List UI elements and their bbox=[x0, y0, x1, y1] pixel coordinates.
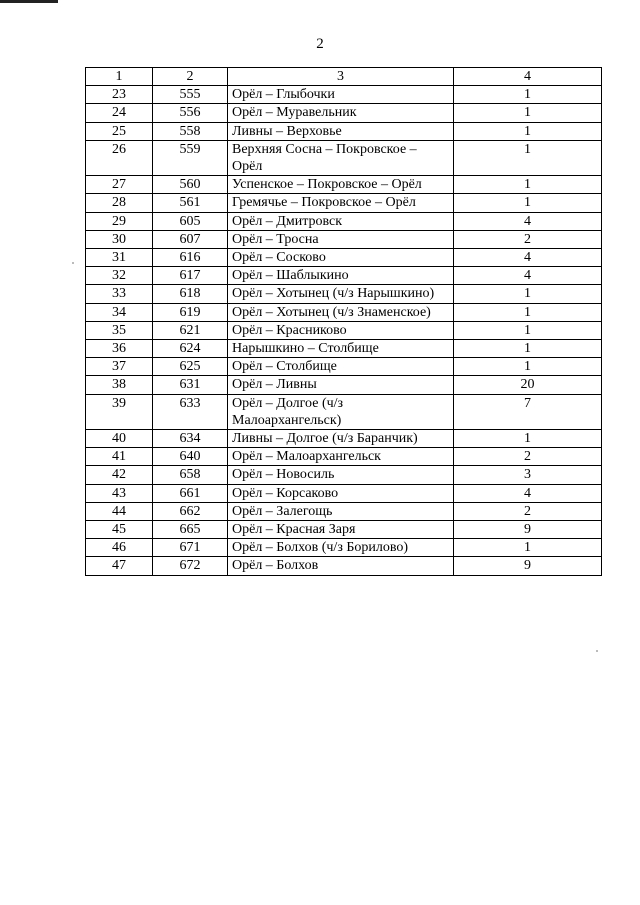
route-code-cell: 640 bbox=[153, 448, 228, 466]
quantity-cell: 20 bbox=[454, 376, 602, 394]
route-name-cell: Орёл – Шаблыкино bbox=[228, 267, 454, 285]
table-body bbox=[86, 86, 602, 575]
route-code-cell: 662 bbox=[153, 502, 228, 520]
table-row bbox=[86, 285, 602, 303]
scan-edge-mark bbox=[0, 0, 58, 3]
table-row bbox=[86, 430, 602, 448]
route-name-cell: Нарышкино – Столбище bbox=[228, 340, 454, 358]
quantity-cell: 1 bbox=[454, 285, 602, 303]
row-number-cell: 45 bbox=[86, 521, 153, 539]
table-row bbox=[86, 122, 602, 140]
quantity-cell: 1 bbox=[454, 358, 602, 376]
route-name-cell: Орёл – Болхов (ч/з Борилово) bbox=[228, 539, 454, 557]
column-header: 2 bbox=[153, 68, 228, 86]
table-row bbox=[86, 86, 602, 104]
route-code-cell: 616 bbox=[153, 249, 228, 267]
quantity-cell: 1 bbox=[454, 321, 602, 339]
route-code-cell: 556 bbox=[153, 104, 228, 122]
route-code-cell: 617 bbox=[153, 267, 228, 285]
route-code-cell: 621 bbox=[153, 321, 228, 339]
route-code-cell: 559 bbox=[153, 140, 228, 175]
route-name-cell: Орёл – Залегощь bbox=[228, 502, 454, 520]
scan-speck bbox=[72, 262, 74, 264]
route-name-cell: Орёл – Ливны bbox=[228, 376, 454, 394]
quantity-cell: 2 bbox=[454, 230, 602, 248]
row-number-cell: 44 bbox=[86, 502, 153, 520]
row-number-cell: 33 bbox=[86, 285, 153, 303]
row-number-cell: 29 bbox=[86, 212, 153, 230]
route-name-cell: Орёл – Красная Заря bbox=[228, 521, 454, 539]
route-name-cell: Орёл – Долгое (ч/з Малоархангельск) bbox=[228, 394, 454, 429]
quantity-cell: 3 bbox=[454, 466, 602, 484]
row-number-cell: 47 bbox=[86, 557, 153, 575]
route-name-cell: Ливны – Долгое (ч/з Баранчик) bbox=[228, 430, 454, 448]
route-name-cell: Успенское – Покровское – Орёл bbox=[228, 176, 454, 194]
quantity-cell: 1 bbox=[454, 122, 602, 140]
route-code-cell: 634 bbox=[153, 430, 228, 448]
route-name-cell: Ливны – Верховье bbox=[228, 122, 454, 140]
table-row bbox=[86, 249, 602, 267]
quantity-cell: 4 bbox=[454, 267, 602, 285]
route-code-cell: 661 bbox=[153, 484, 228, 502]
route-table bbox=[85, 67, 602, 576]
row-number-cell: 30 bbox=[86, 230, 153, 248]
table-row bbox=[86, 358, 602, 376]
route-code-cell: 624 bbox=[153, 340, 228, 358]
quantity-cell: 9 bbox=[454, 521, 602, 539]
route-name-cell: Орёл – Красниково bbox=[228, 321, 454, 339]
table-row bbox=[86, 303, 602, 321]
route-code-cell: 671 bbox=[153, 539, 228, 557]
row-number-cell: 27 bbox=[86, 176, 153, 194]
route-name-cell: Орёл – Столбище bbox=[228, 358, 454, 376]
route-name-cell: Орёл – Малоархангельск bbox=[228, 448, 454, 466]
column-header: 1 bbox=[86, 68, 153, 86]
row-number-cell: 39 bbox=[86, 394, 153, 429]
row-number-cell: 36 bbox=[86, 340, 153, 358]
route-name-cell: Орёл – Хотынец (ч/з Знаменское) bbox=[228, 303, 454, 321]
quantity-cell: 7 bbox=[454, 394, 602, 429]
table-row bbox=[86, 466, 602, 484]
table-row bbox=[86, 502, 602, 520]
route-code-cell: 625 bbox=[153, 358, 228, 376]
row-number-cell: 31 bbox=[86, 249, 153, 267]
row-number-cell: 40 bbox=[86, 430, 153, 448]
row-number-cell: 28 bbox=[86, 194, 153, 212]
quantity-cell: 1 bbox=[454, 340, 602, 358]
route-code-cell: 665 bbox=[153, 521, 228, 539]
table-row bbox=[86, 448, 602, 466]
route-code-cell: 631 bbox=[153, 376, 228, 394]
page-number: 2 bbox=[316, 36, 324, 52]
route-name-cell: Орёл – Корсаково bbox=[228, 484, 454, 502]
route-code-cell: 619 bbox=[153, 303, 228, 321]
row-number-cell: 34 bbox=[86, 303, 153, 321]
route-code-cell: 607 bbox=[153, 230, 228, 248]
route-name-cell: Верхняя Сосна – Покровское – Орёл bbox=[228, 140, 454, 175]
table-row bbox=[86, 521, 602, 539]
table-row bbox=[86, 212, 602, 230]
quantity-cell: 4 bbox=[454, 484, 602, 502]
row-number-cell: 35 bbox=[86, 321, 153, 339]
route-code-cell: 658 bbox=[153, 466, 228, 484]
quantity-cell: 2 bbox=[454, 448, 602, 466]
quantity-cell: 1 bbox=[454, 430, 602, 448]
table-row bbox=[86, 194, 602, 212]
route-code-cell: 618 bbox=[153, 285, 228, 303]
quantity-cell: 1 bbox=[454, 194, 602, 212]
route-name-cell: Орёл – Сосково bbox=[228, 249, 454, 267]
quantity-cell: 1 bbox=[454, 539, 602, 557]
route-code-cell: 672 bbox=[153, 557, 228, 575]
table-header-row bbox=[86, 68, 602, 86]
route-name-cell: Гремячье – Покровское – Орёл bbox=[228, 194, 454, 212]
quantity-cell: 1 bbox=[454, 140, 602, 175]
route-name-cell: Орёл – Муравельник bbox=[228, 104, 454, 122]
row-number-cell: 23 bbox=[86, 86, 153, 104]
route-code-cell: 558 bbox=[153, 122, 228, 140]
row-number-cell: 41 bbox=[86, 448, 153, 466]
quantity-cell: 2 bbox=[454, 502, 602, 520]
row-number-cell: 25 bbox=[86, 122, 153, 140]
route-name-cell: Орёл – Глыбочки bbox=[228, 86, 454, 104]
row-number-cell: 26 bbox=[86, 140, 153, 175]
scan-speck bbox=[596, 650, 598, 652]
table-row bbox=[86, 484, 602, 502]
table-row bbox=[86, 230, 602, 248]
table-row bbox=[86, 104, 602, 122]
route-name-cell: Орёл – Дмитровск bbox=[228, 212, 454, 230]
column-header: 3 bbox=[228, 68, 454, 86]
row-number-cell: 32 bbox=[86, 267, 153, 285]
table-row bbox=[86, 321, 602, 339]
quantity-cell: 4 bbox=[454, 249, 602, 267]
quantity-cell: 9 bbox=[454, 557, 602, 575]
route-name-cell: Орёл – Болхов bbox=[228, 557, 454, 575]
quantity-cell: 4 bbox=[454, 212, 602, 230]
route-name-cell: Орёл – Хотынец (ч/з Нарышкино) bbox=[228, 285, 454, 303]
quantity-cell: 1 bbox=[454, 176, 602, 194]
route-name-cell: Орёл – Новосиль bbox=[228, 466, 454, 484]
table-row bbox=[86, 140, 602, 175]
quantity-cell: 1 bbox=[454, 86, 602, 104]
row-number-cell: 43 bbox=[86, 484, 153, 502]
table-row bbox=[86, 539, 602, 557]
row-number-cell: 42 bbox=[86, 466, 153, 484]
route-code-cell: 561 bbox=[153, 194, 228, 212]
route-code-cell: 633 bbox=[153, 394, 228, 429]
route-name-cell: Орёл – Тросна bbox=[228, 230, 454, 248]
route-code-cell: 560 bbox=[153, 176, 228, 194]
route-code-cell: 555 bbox=[153, 86, 228, 104]
quantity-cell: 1 bbox=[454, 104, 602, 122]
table-row bbox=[86, 394, 602, 429]
route-code-cell: 605 bbox=[153, 212, 228, 230]
table-row bbox=[86, 340, 602, 358]
row-number-cell: 38 bbox=[86, 376, 153, 394]
column-header: 4 bbox=[454, 68, 602, 86]
table-row bbox=[86, 557, 602, 575]
table-row bbox=[86, 376, 602, 394]
row-number-cell: 37 bbox=[86, 358, 153, 376]
quantity-cell: 1 bbox=[454, 303, 602, 321]
row-number-cell: 24 bbox=[86, 104, 153, 122]
table-row bbox=[86, 267, 602, 285]
row-number-cell: 46 bbox=[86, 539, 153, 557]
table-row bbox=[86, 176, 602, 194]
